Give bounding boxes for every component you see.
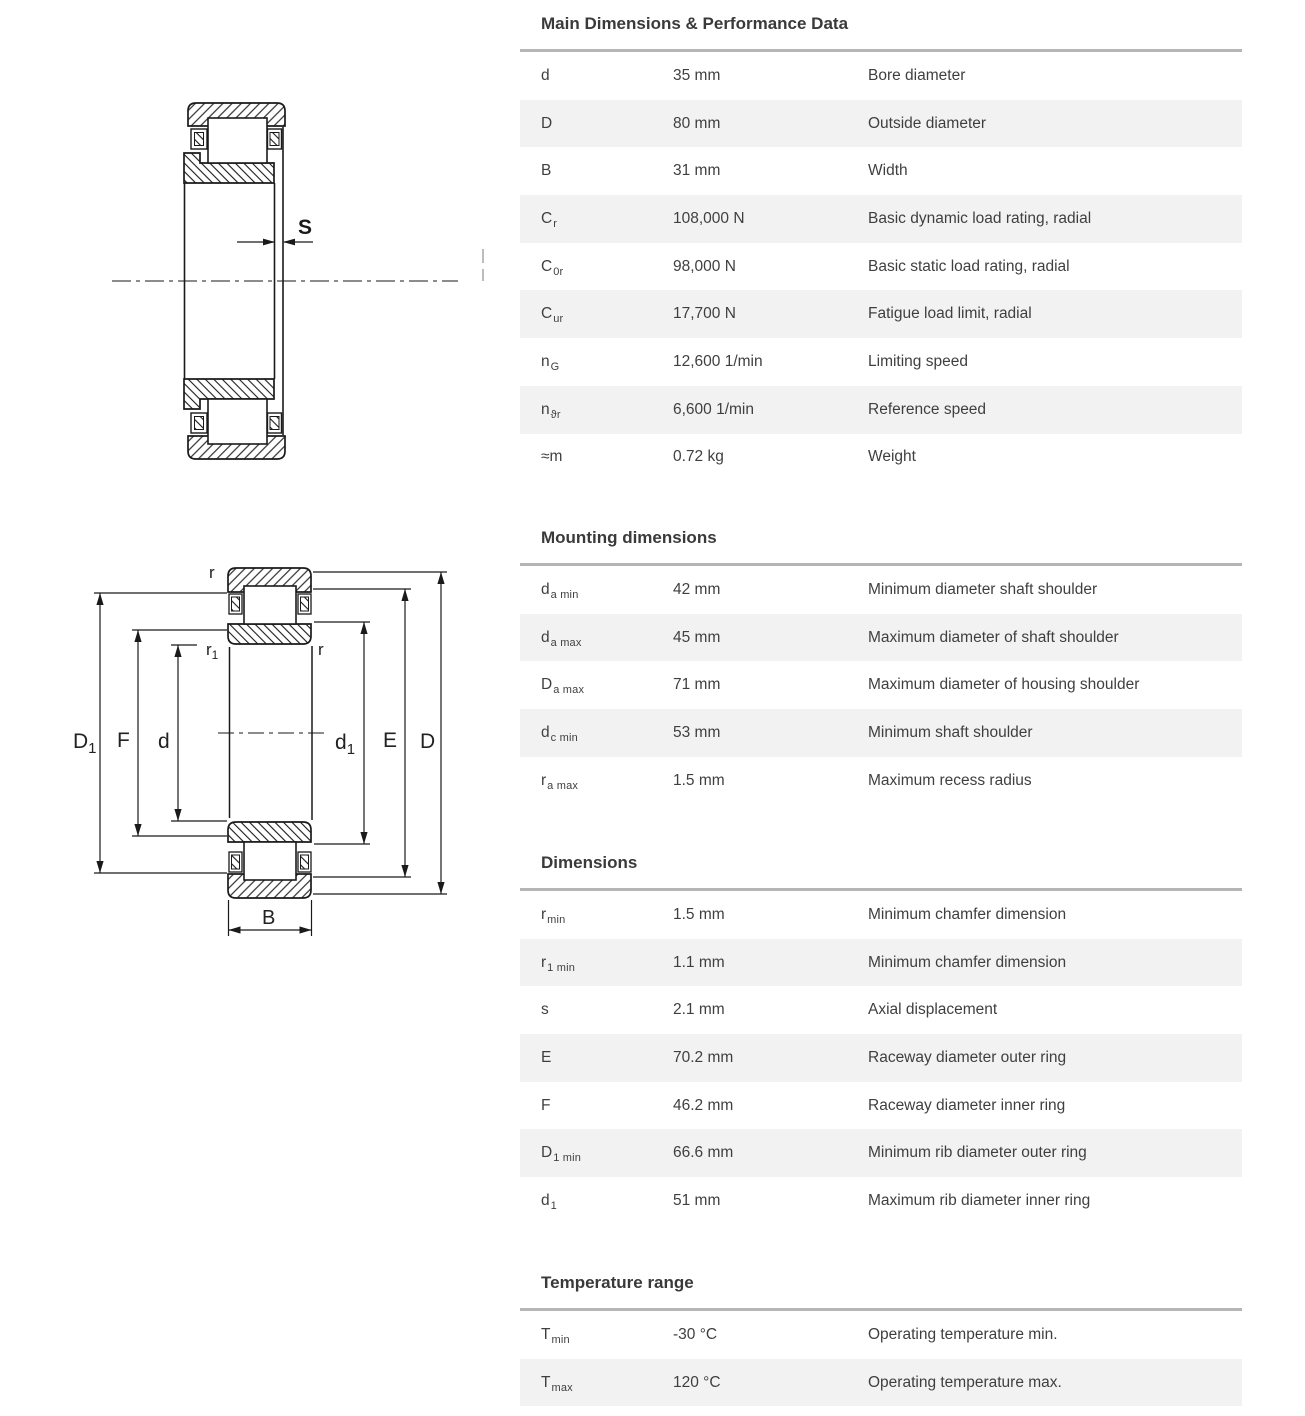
symbol-cell: $T_{max}$ (541, 1373, 573, 1394)
spec-table-main-dimensions (520, 52, 1242, 481)
table-row (520, 1034, 1242, 1082)
dim-label-r-right: r (318, 640, 324, 659)
table-row (520, 891, 1242, 939)
section-dimensions (520, 851, 1242, 1225)
symbol-cell: $C_{0r}$ (541, 257, 564, 278)
section-main-dimensions (520, 12, 1242, 481)
cage-left-top-section (232, 597, 240, 611)
value-cell: 42 mm (673, 580, 721, 598)
table-row (520, 386, 1242, 434)
table-row (520, 52, 1242, 100)
description-cell: Reference speed (868, 400, 987, 418)
dim-label-D1: $D_1$ (73, 730, 97, 757)
cage-left-bottom-section (195, 417, 204, 430)
description-cell: Minimum chamfer dimension (868, 953, 1067, 971)
roller-bottom (244, 842, 296, 880)
description-cell: Maximum rib diameter inner ring (868, 1191, 1091, 1209)
description-cell: Minimum diameter shaft shoulder (868, 580, 1098, 598)
inner-ring-section-top (228, 624, 311, 644)
value-cell: -30 °C (673, 1325, 718, 1343)
dim-label-r1: $r_1$ (206, 640, 219, 662)
value-cell: 108,000 N (673, 209, 745, 227)
spec-table-dimensions (520, 891, 1242, 1225)
dim-label-B: B (262, 907, 276, 929)
symbol-cell: $d_{c min}$ (541, 723, 578, 744)
value-cell: 66.6 mm (673, 1144, 734, 1162)
symbol-cell: $d_{a max}$ (541, 628, 582, 649)
dim-label-d1: $d_1$ (335, 731, 356, 758)
table-row (520, 709, 1242, 757)
table-row (520, 243, 1242, 291)
symbol-cell: B (541, 162, 552, 180)
dim-label-F: F (117, 729, 130, 752)
roller-top (208, 118, 267, 163)
symbol-cell: $C_r$ (541, 209, 558, 230)
value-cell: 6,600 1/min (673, 400, 754, 418)
symbol-cell: $d_1$ (541, 1191, 557, 1212)
description-cell: Raceway diameter outer ring (868, 1048, 1067, 1066)
description-cell: Maximum recess radius (868, 771, 1032, 789)
figure-axial-displacement-drawing (95, 85, 505, 495)
value-cell: 2.1 mm (673, 1001, 725, 1019)
symbol-cell: E (541, 1048, 552, 1066)
cage-left-bottom-section (232, 855, 240, 869)
dim-label-s: S (298, 216, 313, 239)
description-cell: Operating temperature max. (868, 1373, 1062, 1391)
spec-table-mounting-dimensions (520, 566, 1242, 804)
symbol-cell: $C_{ur}$ (541, 305, 564, 326)
symbol-cell: $D_{1 min}$ (541, 1144, 582, 1165)
symbol-cell: $n_G$ (541, 352, 560, 373)
cage-right-bottom-section (301, 855, 309, 869)
roller-top (244, 586, 296, 624)
description-cell: Outside diameter (868, 114, 987, 132)
section-mounting-dimensions (520, 526, 1242, 804)
description-cell: Operating temperature min. (868, 1325, 1058, 1343)
description-cell: Maximum diameter of shaft shoulder (868, 628, 1119, 646)
value-cell: 70.2 mm (673, 1048, 734, 1066)
cage-right-top-section (270, 133, 279, 146)
symbol-cell: D (541, 114, 553, 132)
description-cell: Width (868, 162, 908, 180)
symbol-cell: F (541, 1096, 551, 1114)
table-row (520, 1177, 1242, 1225)
symbol-cell: d (541, 66, 550, 84)
value-cell: 71 mm (673, 676, 721, 694)
value-cell: 35 mm (673, 66, 721, 84)
description-cell: Bore diameter (868, 66, 966, 84)
value-cell: 46.2 mm (673, 1096, 734, 1114)
description-cell: Basic dynamic load rating, radial (868, 209, 1092, 227)
table-row (520, 338, 1242, 386)
table-row (520, 757, 1242, 805)
symbol-cell: ≈m (541, 448, 563, 466)
symbol-cell: $r_{1 min}$ (541, 953, 576, 974)
description-cell: Minimum rib diameter outer ring (868, 1144, 1087, 1162)
value-cell: 31 mm (673, 162, 721, 180)
table-row (520, 100, 1242, 148)
value-cell: 53 mm (673, 723, 721, 741)
symbol-cell: $r_{a max}$ (541, 771, 579, 792)
symbol-cell: s (541, 1001, 549, 1019)
cage-left-top-section (195, 133, 204, 146)
description-cell: Weight (868, 448, 916, 466)
cage-right-bottom-section (270, 417, 279, 430)
table-row (520, 566, 1242, 614)
section-title: Dimensions (541, 853, 638, 872)
value-cell: 98,000 N (673, 257, 736, 275)
value-cell: 120 °C (673, 1373, 721, 1391)
description-cell: Basic static load rating, radial (868, 257, 1070, 275)
table-row (520, 939, 1242, 987)
section-title: Temperature range (541, 1273, 694, 1292)
spec-table-temperature-range (520, 1311, 1242, 1406)
table-row (520, 1082, 1242, 1130)
description-cell: Limiting speed (868, 352, 968, 370)
symbol-cell: $r_{min}$ (541, 905, 566, 926)
figure-dimensions-drawing (50, 550, 470, 960)
value-cell: 1.5 mm (673, 771, 725, 789)
section-title: Mounting dimensions (541, 528, 717, 547)
table-row (520, 434, 1242, 482)
section-temperature-range (520, 1271, 1242, 1406)
description-cell: Minimum chamfer dimension (868, 905, 1067, 923)
description-cell: Maximum diameter of housing shoulder (868, 676, 1140, 694)
dim-label-d: d (158, 730, 170, 753)
table-row (520, 290, 1242, 338)
table-row (520, 1359, 1242, 1407)
table-row (520, 195, 1242, 243)
cage-right-top-section (301, 597, 309, 611)
value-cell: 80 mm (673, 114, 721, 132)
value-cell: 1.5 mm (673, 905, 725, 923)
inner-ring-section-bottom (228, 822, 311, 842)
value-cell: 17,700 N (673, 305, 736, 323)
symbol-cell: $d_{a min}$ (541, 580, 579, 601)
dim-label-D: D (420, 730, 436, 753)
description-cell: Axial displacement (868, 1001, 998, 1019)
section-title: Main Dimensions & Performance Data (541, 14, 849, 33)
value-cell: 12,600 1/min (673, 352, 763, 370)
table-row (520, 1311, 1242, 1359)
value-cell: 45 mm (673, 628, 721, 646)
symbol-cell: $T_{min}$ (541, 1325, 570, 1346)
table-row (520, 986, 1242, 1034)
description-cell: Fatigue load limit, radial (868, 305, 1032, 323)
description-cell: Raceway diameter inner ring (868, 1096, 1066, 1114)
symbol-cell: $D_{a max}$ (541, 676, 585, 697)
dim-label-r-top: r (209, 563, 215, 582)
symbol-cell: $n_{ϑr}$ (541, 400, 561, 421)
description-cell: Minimum shaft shoulder (868, 723, 1033, 741)
roller-bottom (208, 399, 267, 444)
value-cell: 51 mm (673, 1191, 721, 1209)
table-row (520, 147, 1242, 195)
table-row (520, 661, 1242, 709)
value-cell: 1.1 mm (673, 953, 725, 971)
value-cell: 0.72 kg (673, 448, 724, 466)
dim-label-E: E (383, 729, 398, 752)
table-row (520, 1129, 1242, 1177)
table-row (520, 614, 1242, 662)
